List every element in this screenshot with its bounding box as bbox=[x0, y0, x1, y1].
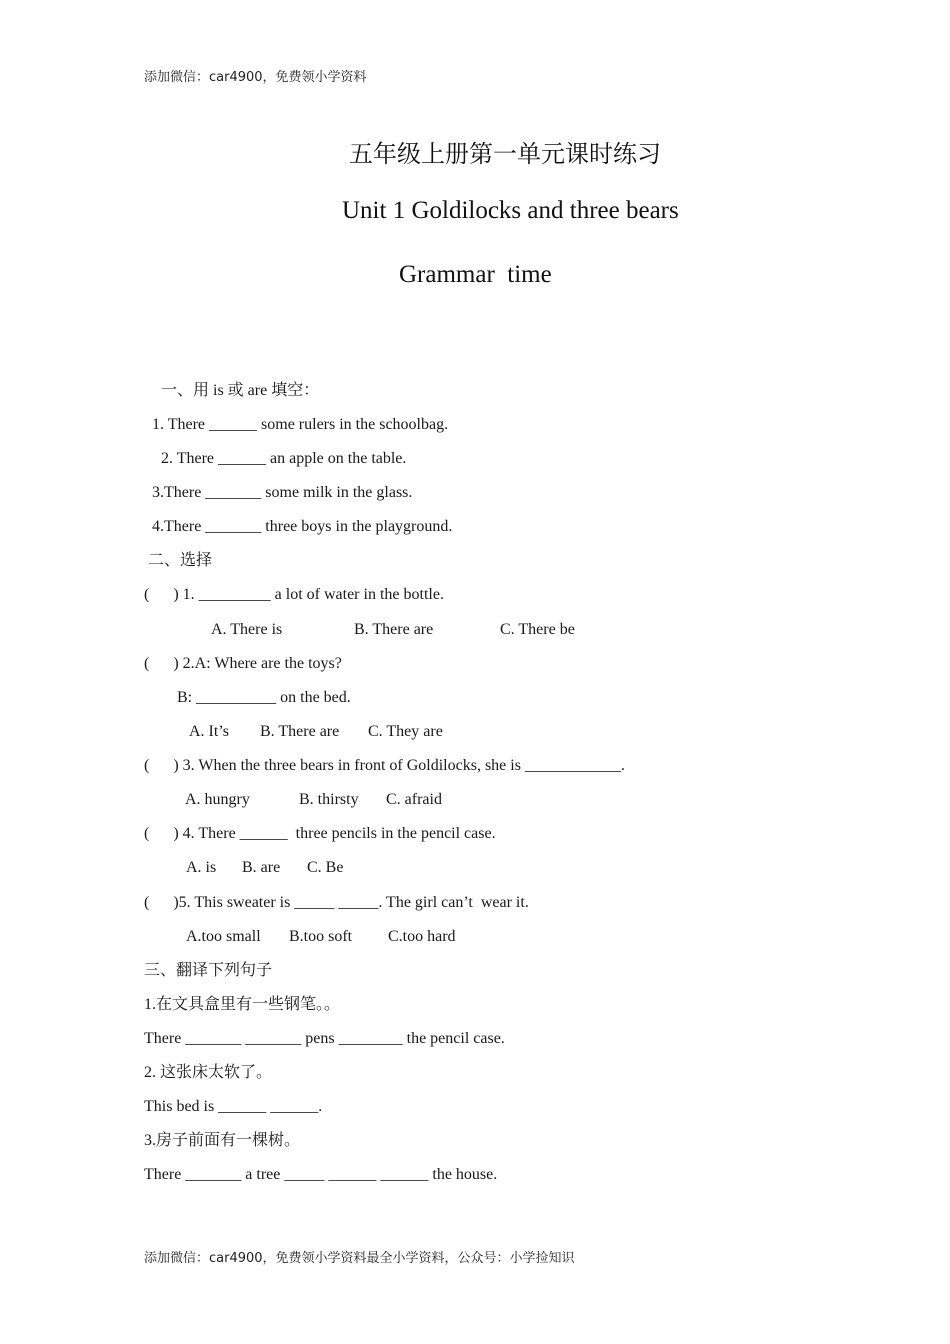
q2-option-c: C. They are bbox=[368, 723, 443, 740]
q5-option-b: B.too soft bbox=[289, 928, 353, 945]
q1-option-a: A. There is bbox=[211, 621, 283, 638]
q5-option-a: A.too small bbox=[186, 928, 261, 945]
q3-option-c: C. afraid bbox=[386, 791, 442, 808]
q4-option-b: B. are bbox=[242, 859, 281, 876]
q4-option-c: C. Be bbox=[307, 859, 344, 876]
translate-3-en: There _______ a tree _____ ______ ______ the house. bbox=[144, 1166, 498, 1183]
header-note: 添加微信：car4900，免费领小学资料 bbox=[144, 70, 367, 85]
translate-2-cn: 2. 这张床太软了。 bbox=[144, 1064, 273, 1081]
q1-option-b: B. There are bbox=[354, 621, 434, 638]
q1-stem: ( ) 1. _________ a lot of water in the bottle. bbox=[144, 586, 444, 603]
q1-option-c: C. There be bbox=[500, 621, 575, 638]
footer-note: 添加微信：car4900，免费领小学资料最全小学资料，公众号：小学捡知识 bbox=[144, 1251, 575, 1266]
translate-1-cn: 1.在文具盒里有一些钢笔。。 bbox=[144, 996, 341, 1013]
q5-option-c: C.too hard bbox=[388, 928, 456, 945]
q3-option-a: A. hungry bbox=[185, 791, 250, 808]
section1-item-4: 4.There _______ three boys in the playground. bbox=[152, 518, 453, 535]
q3-option-b: B. thirsty bbox=[299, 791, 359, 808]
section3-heading: 三、翻译下列句子 bbox=[144, 962, 273, 979]
q2-option-b: B. There are bbox=[260, 723, 340, 740]
q4-option-a: A. is bbox=[186, 859, 217, 876]
page-title-cn: 五年级上册第一单元课时练习 bbox=[349, 140, 661, 168]
part-title: Grammar time bbox=[399, 261, 552, 288]
section1-heading: 一、用 is 或 are 填空： bbox=[161, 382, 320, 399]
translate-1-en: There _______ _______ pens ________ the pencil case. bbox=[144, 1030, 505, 1047]
section1-item-3: 3.There _______ some milk in the glass. bbox=[152, 484, 413, 501]
q5-stem: ( )5. This sweater is _____ _____. The girl can’t wear it. bbox=[144, 894, 529, 911]
section2-heading: 二、选择 bbox=[148, 552, 213, 569]
q3-stem: ( ) 3. When the three bears in front of Goldilocks, she is ____________. bbox=[144, 757, 625, 774]
translate-3-cn: 3.房子前面有一棵树。 bbox=[144, 1132, 301, 1149]
q2-stem: ( ) 2.A: Where are the toys? bbox=[144, 655, 342, 672]
q4-stem: ( ) 4. There ______ three pencils in the pencil case. bbox=[144, 825, 496, 842]
translate-2-en: This bed is ______ ______. bbox=[144, 1098, 323, 1115]
section1-item-2: 2. There ______ an apple on the table. bbox=[161, 450, 407, 467]
q2-option-a: A. It’s bbox=[189, 723, 229, 740]
q2-stem-b: B: __________ on the bed. bbox=[177, 689, 351, 706]
unit-title: Unit 1 Goldilocks and three bears bbox=[342, 197, 679, 224]
section1-item-1: 1. There ______ some rulers in the schoolbag. bbox=[152, 416, 449, 433]
